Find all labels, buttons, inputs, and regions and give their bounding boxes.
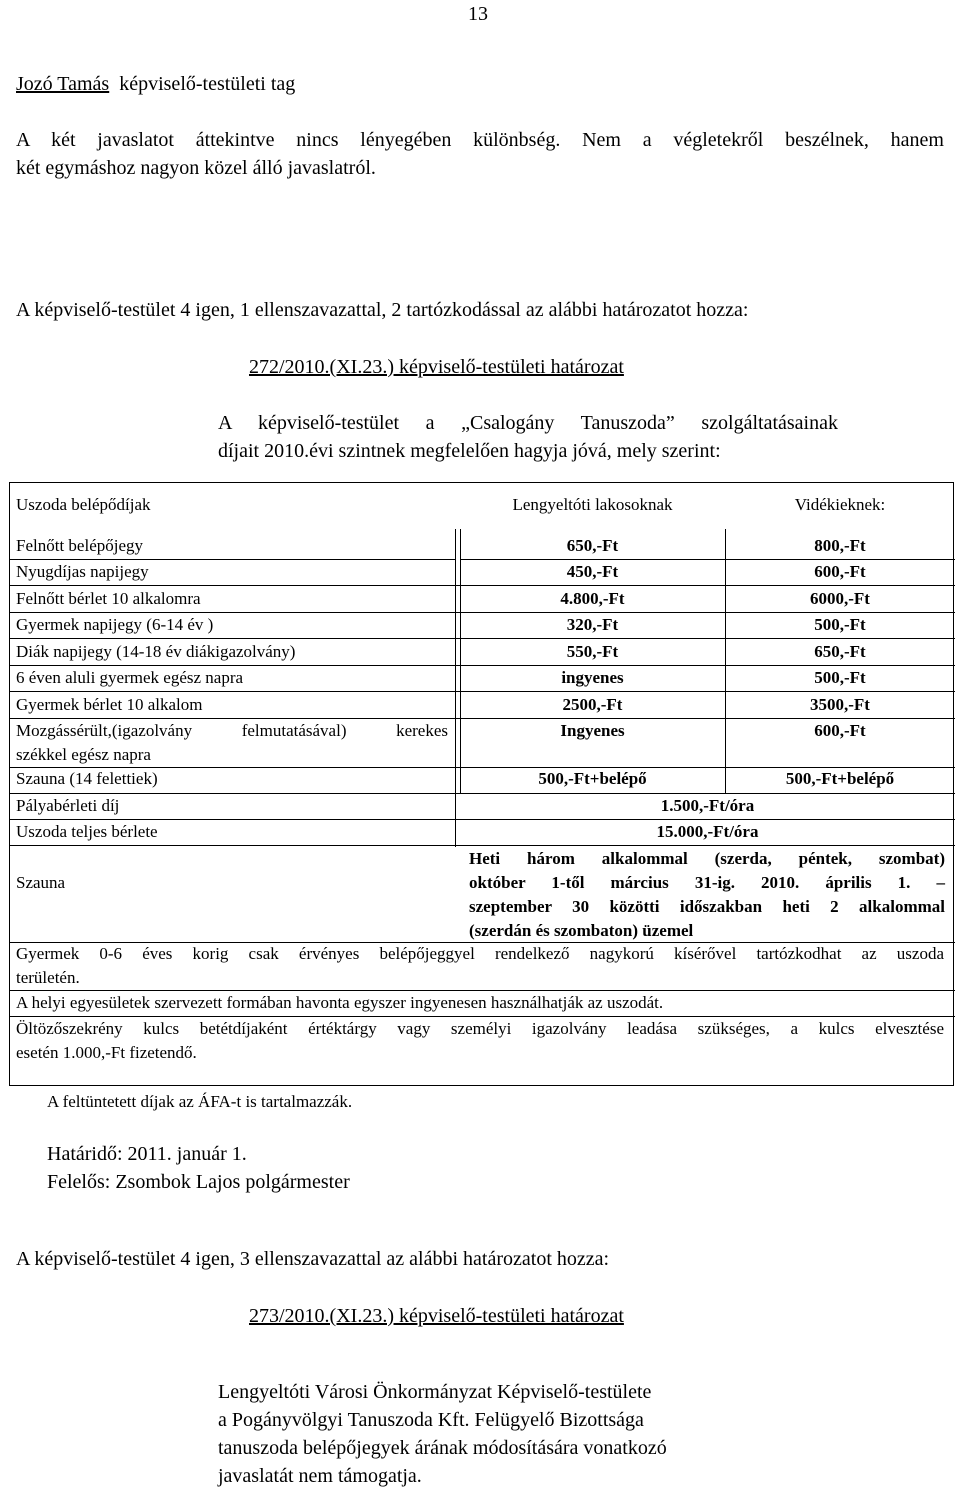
row-label: Mozgássérült,(igazolvány felmutatásával) kerekes (16, 721, 448, 740)
resolution-1-title: 272/2010.(XI.23.) képviselő-testületi határozat (249, 356, 624, 378)
row-local-price: 550,-Ft (566, 642, 619, 661)
speech-line-2: két egymáshoz nagyon közel álló javaslatról. (16, 157, 376, 179)
row-price: 15.000,-Ft/óra (656, 822, 759, 841)
header-others: Vidékieknek: (794, 495, 886, 514)
row-divider (10, 718, 955, 719)
vat-note: A feltüntetett díjak az ÁFA-t is tartalmazzák. (47, 1092, 353, 1111)
row-other-price: 3500,-Ft (810, 695, 870, 714)
row-local-price: ingyenes (561, 668, 624, 687)
locker-note-cont: esetén 1.000,-Ft fizetendő. (16, 1043, 197, 1062)
column-divider (455, 529, 456, 847)
row-label: Uszoda teljes bérlete (16, 822, 158, 841)
row-divider (10, 819, 955, 820)
sauna-schedule-1: Heti három alkalommal (szerda, péntek, szombat) (469, 849, 945, 868)
row-label: Gyermek napijegy (6-14 év ) (16, 615, 214, 634)
column-divider (725, 529, 726, 793)
row-other-price: 500,-Ft (814, 668, 866, 687)
resolution-2-line-3: tanuszoda belépőjegyek árának módosítására vonatkozó (218, 1437, 667, 1459)
row-divider (10, 990, 955, 991)
row-divider (10, 612, 955, 613)
sauna-schedule-4: (szerdán és szombaton) üzemel (469, 921, 694, 940)
row-divider (10, 665, 955, 666)
speaker-role: képviselő-testületi tag (119, 73, 296, 95)
row-label: 6 éven aluli gyermek egész napra (16, 668, 244, 687)
sauna-schedule-2: október 1-től március 31-ig. 2010. április 1. – (469, 873, 945, 892)
speaker-name: Jozó Tamás (16, 73, 110, 95)
row-divider (10, 638, 955, 639)
resolution-2-title: 273/2010.(XI.23.) képviselő-testületi határozat (249, 1305, 624, 1327)
row-local-price: 4.800,-Ft (560, 589, 625, 608)
row-price: 1.500,-Ft/óra (660, 796, 755, 815)
header-locals: Lengyeltóti lakosoknak (512, 495, 673, 514)
row-other-price: 500,-Ft (814, 615, 866, 634)
fee-table (9, 482, 954, 1086)
row-label: Pályabérleti díj (16, 796, 120, 815)
header-pool-fees: Uszoda belépődíjak (16, 495, 151, 514)
row-label: Felnőtt belépőjegy (16, 536, 144, 555)
row-local-price: Ingyenes (560, 721, 625, 740)
row-divider (10, 845, 955, 846)
child-note: Gyermek 0-6 éves korig csak érvényes belépőjeggyel rendelkező nagykorú kísérővel tartózkodhat az uszoda (16, 944, 944, 963)
row-other-price: 600,-Ft (814, 721, 866, 740)
row-label: Szauna (14 felettiek) (16, 769, 158, 788)
locker-note: Öltözőszekrény kulcs betétdíjaként értéktárgy vagy személyi igazolvány leadása szükséges, a kulcs elvesztése (16, 1019, 944, 1038)
row-local-price: 650,-Ft (566, 536, 619, 555)
vote-statement-1: A képviselő-testület 4 igen, 1 ellenszavazattal, 2 tartózkodással az alábbi határozatot hozza: (16, 299, 749, 321)
row-divider (10, 1016, 955, 1017)
row-other-price: 6000,-Ft (810, 589, 870, 608)
row-label-cont: székkel egész napra (16, 745, 151, 764)
row-local-price: 500,-Ft+belépő (538, 769, 647, 788)
row-local-price: 2500,-Ft (562, 695, 623, 714)
responsible: Felelős: Zsombok Lajos polgármester (47, 1171, 350, 1193)
row-other-price: 600,-Ft (814, 562, 866, 581)
speaker-line (16, 70, 295, 98)
row-other-price: 800,-Ft (814, 536, 866, 555)
column-divider (460, 529, 461, 793)
row-local-price: 320,-Ft (566, 615, 619, 634)
clubs-note: A helyi egyesületek szervezett formában havonta egyszer ingyenesen használhatják az uszodát. (16, 993, 664, 1012)
row-divider (10, 559, 455, 560)
resolution-2-line-4: javaslatát nem támogatja. (218, 1465, 422, 1487)
row-label: Nyugdíjas napijegy (16, 562, 149, 581)
row-other-price: 650,-Ft (814, 642, 866, 661)
row-divider (460, 559, 955, 560)
vote-statement-2: A képviselő-testület 4 igen, 3 ellenszavazattal az alábbi határozatot hozza: (16, 1248, 610, 1270)
row-divider (10, 793, 955, 794)
row-label: Szauna (16, 873, 66, 892)
speech-line-1: A két javaslatot áttekintve nincs lényegében különbség. Nem a végletekről beszélnek, hanem (16, 129, 944, 151)
resolution-2-line-2: a Pogányvölgyi Tanuszoda Kft. Felügyelő Bizottsága (218, 1409, 644, 1431)
row-label: Diák napijegy (14-18 év diákigazolvány) (16, 642, 296, 661)
row-label: Gyermek bérlet 10 alkalom (16, 695, 203, 714)
row-other-price: 500,-Ft+belépő (785, 769, 895, 788)
sauna-schedule-3: szeptember 30 közötti időszakban heti 2 alkalommal (469, 897, 945, 916)
row-divider (10, 585, 955, 586)
row-local-price: 450,-Ft (566, 562, 619, 581)
row-label: Felnőtt bérlet 10 alkalomra (16, 589, 201, 608)
page-number: 13 (468, 3, 488, 25)
resolution-2-line-1: Lengyeltóti Városi Önkormányzat Képviselő-testülete (218, 1381, 652, 1403)
deadline: Határidő: 2011. január 1. (47, 1143, 247, 1165)
resolution-1-body-1: A képviselő-testület a „Csalogány Tanuszoda” szolgáltatásainak (218, 412, 838, 434)
child-note-cont: területén. (16, 968, 80, 987)
resolution-1-body-2: díjait 2010.évi szintnek megfelelően hagyja jóvá, mely szerint: (218, 440, 721, 462)
row-divider (10, 691, 955, 692)
